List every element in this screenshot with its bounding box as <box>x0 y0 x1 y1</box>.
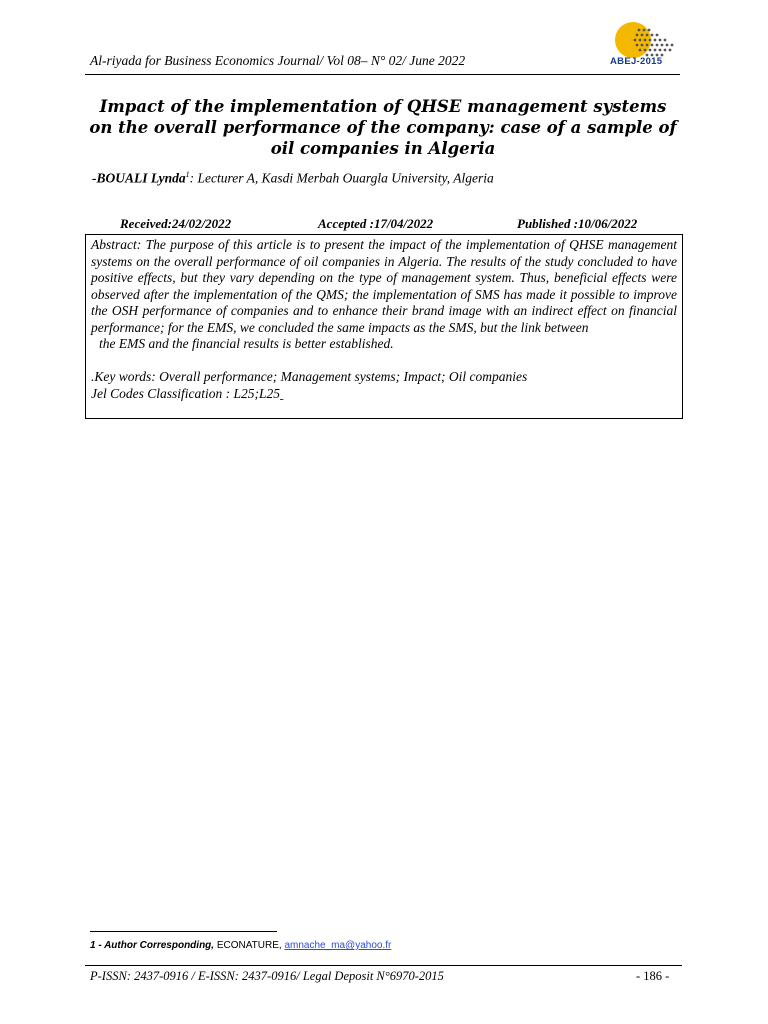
logo-text: ABEJ-2015 <box>610 56 663 67</box>
revision-mark <box>280 386 283 401</box>
author-affiliation: : Lecturer A, Kasdi Merbah Ouargla University, Algeria <box>189 170 494 186</box>
received-date: Received:24/02/2022 <box>120 216 232 231</box>
article-title: Impact of the implementation of QHSE management systems on the overall performance of the company: case of a sample of oil companies in Algeria <box>89 97 677 158</box>
page-number: - 186 - <box>636 969 670 983</box>
footer-issn: P-ISSN: 2437-0916 / E-ISSN: 2437-0916/ Legal Deposit N°6970-2015 <box>90 969 444 983</box>
footnote-label: 1 - Author Corresponding, <box>90 940 215 951</box>
footer-rule <box>85 965 682 966</box>
keywords: .Key words: Overall performance; Management systems; Impact; Oil companies <box>91 369 528 384</box>
abstract-body: Abstract: The purpose of this article is to present the impact of the implementation of QHSE management systems on the overall performance of oil companies in Algeria. The results of the study concluded to have positive effects, but they vary depending on the type of management system. Thus, beneficial effects were observed after the implementation of the QMS; the implementation of SMS has made it possible to improve the OSH performance of companies and to enhance their brand image with an indirect effect on financial performance; for the EMS, we concluded the same impacts as the SMS, but the link between <box>91 237 677 335</box>
jel-codes-text: Jel Codes Classification : L25;L25 <box>91 386 280 401</box>
journal-title: Al-riyada for Business Economics Journal/ Vol 08– N° 02/ June 2022 <box>90 53 466 68</box>
accepted-date: Accepted :17/04/2022 <box>318 216 434 231</box>
author-email-link[interactable]: amnache_ma@yahoo.fr <box>284 940 392 951</box>
abstract-box <box>85 234 683 419</box>
footnote-rule <box>90 931 277 932</box>
abstract-last-line: the EMS and the financial results is better established. <box>99 336 394 351</box>
abstract-text <box>91 237 677 353</box>
article-dates <box>90 216 685 234</box>
published-date: Published :10/06/2022 <box>517 216 638 231</box>
author-footnote-marker: 1 <box>185 170 190 179</box>
author-line <box>92 170 494 187</box>
header-rule <box>85 74 680 75</box>
jel-codes <box>91 386 283 402</box>
footnote <box>90 940 391 951</box>
footnote-affiliation: ECONATURE, <box>214 940 285 951</box>
author-name: -BOUALI Lynda <box>92 170 186 186</box>
running-header <box>85 50 685 80</box>
